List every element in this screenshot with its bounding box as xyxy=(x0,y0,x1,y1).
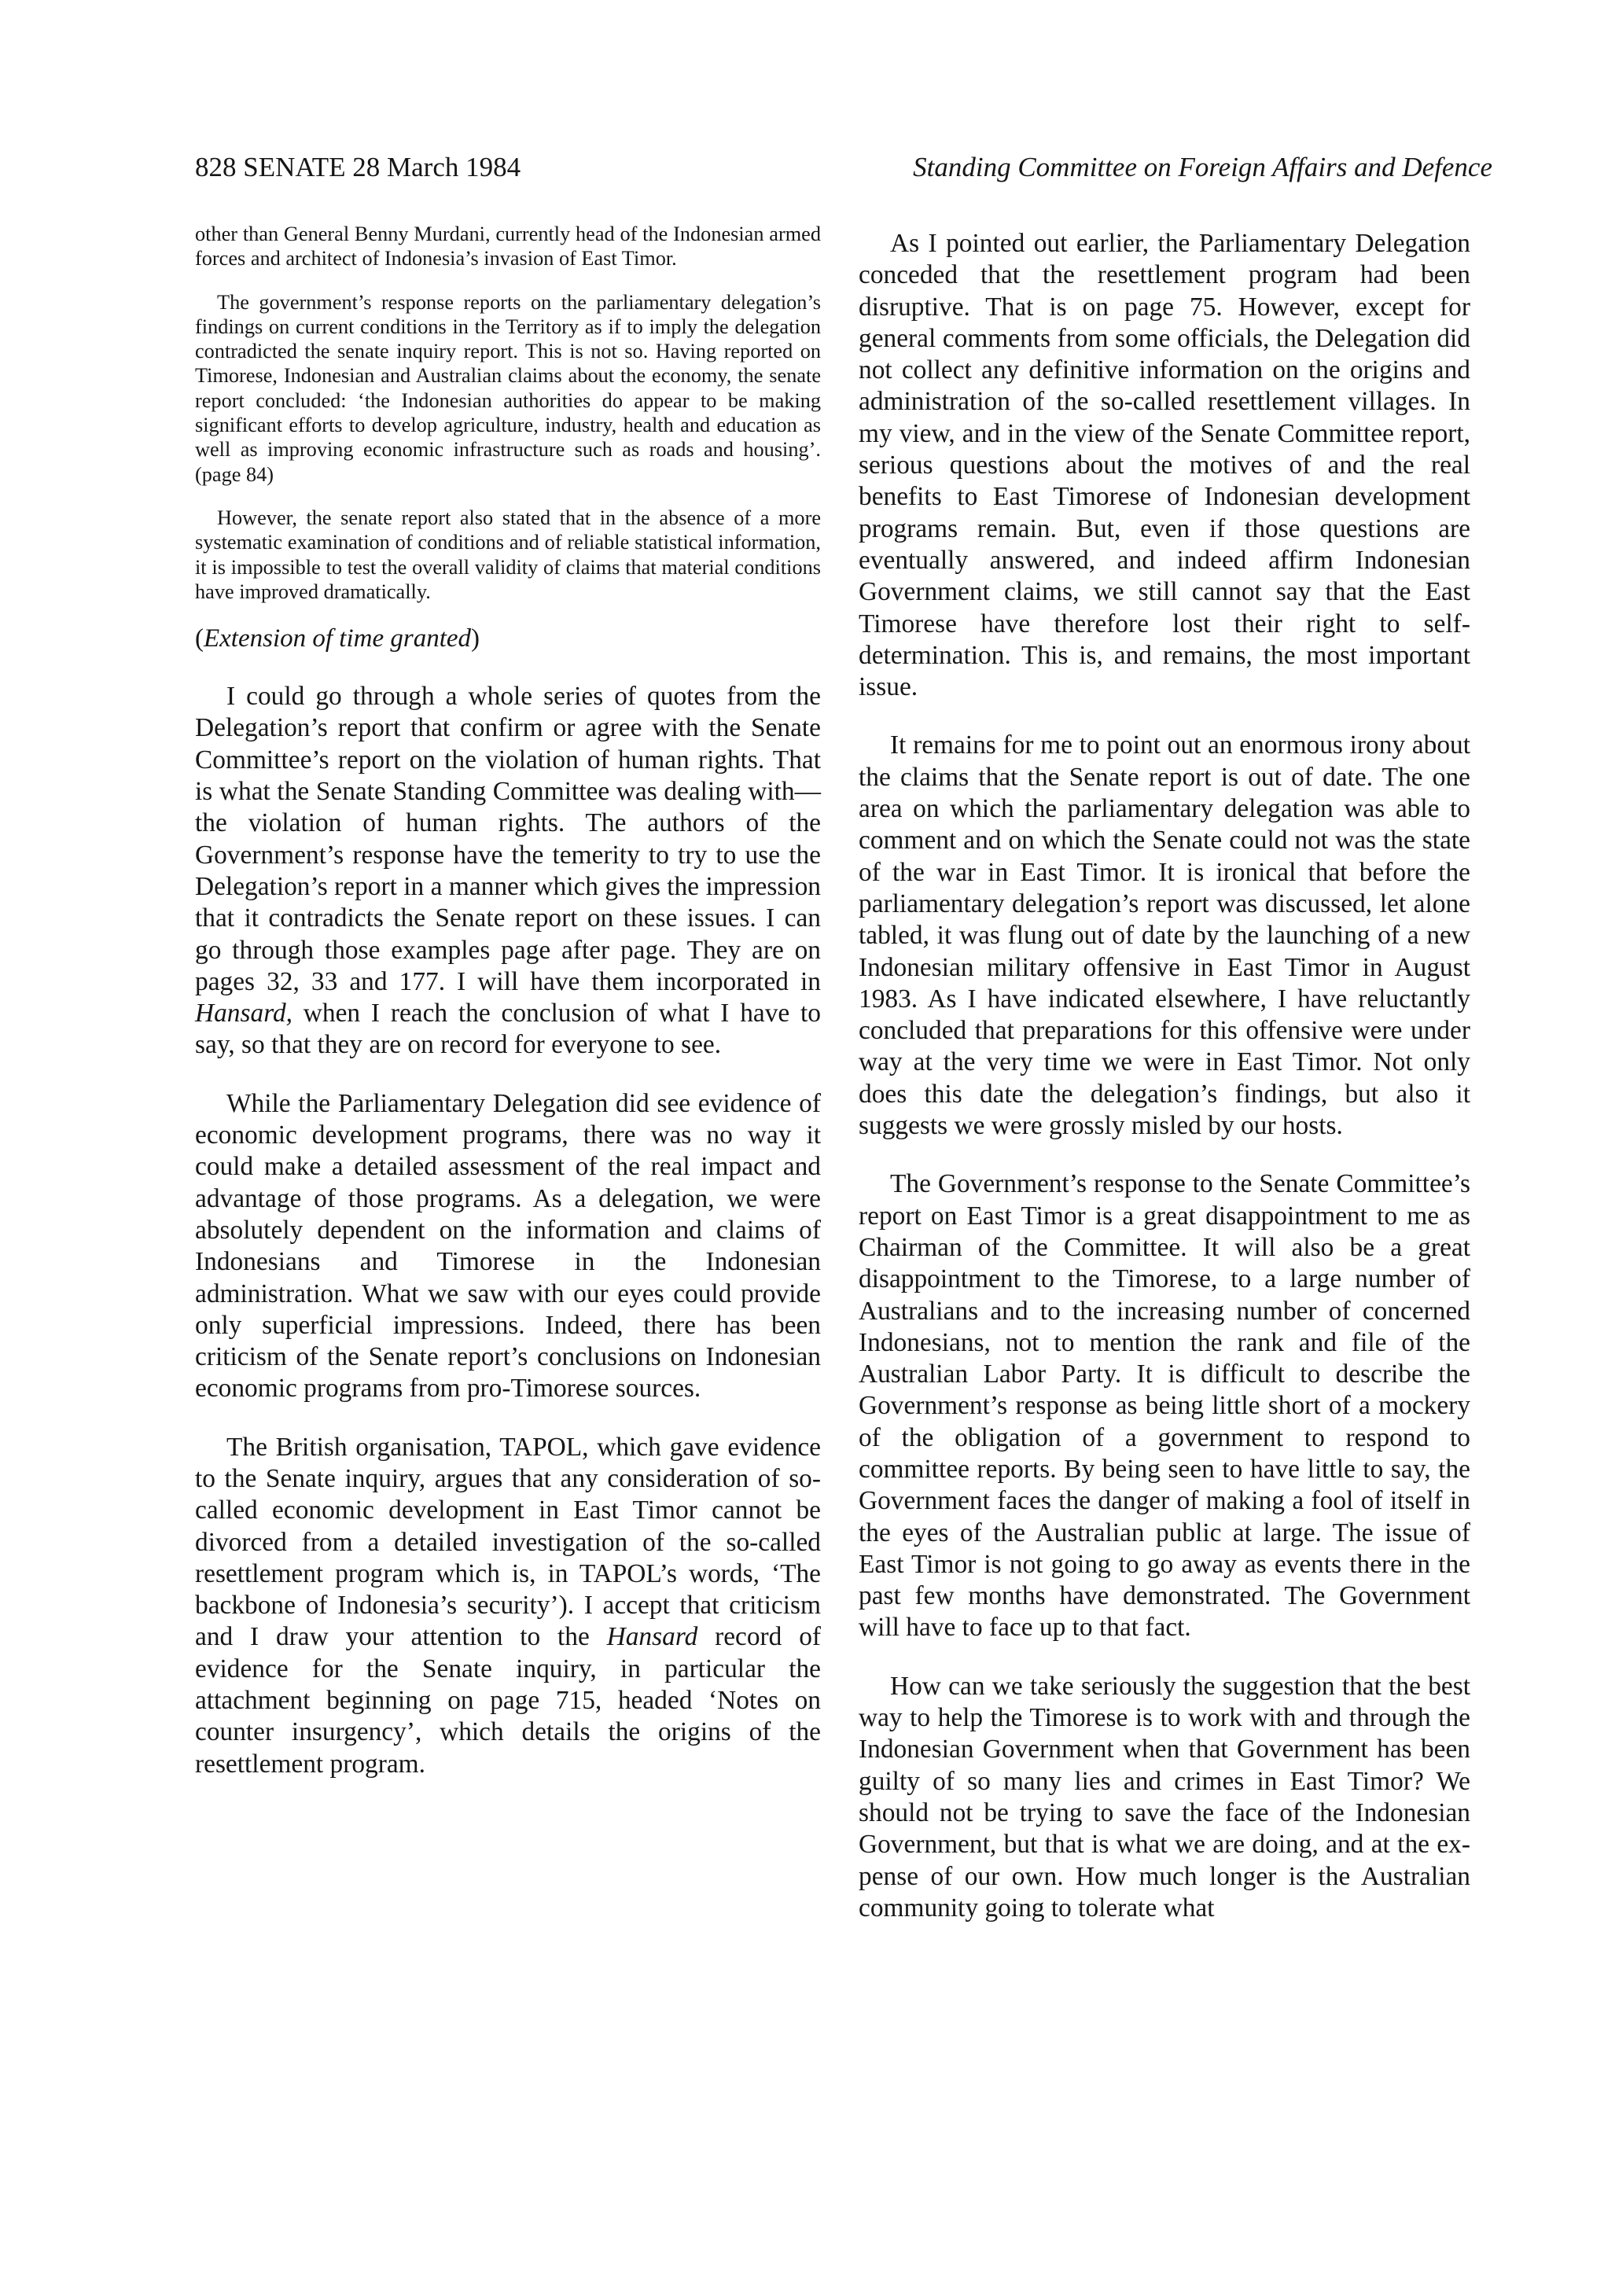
paragraph-text: record of evidence for the Senate inquiry, in particular the attachment beginning on page 715, headed ‘Notes on counter insurgency’, which details the origins of the resettlement program. xyxy=(195,1622,822,1779)
paragraph xyxy=(195,681,821,1062)
paragraph-text: I could go through a whole series of quotes from the Delegation’s report that confirm or agree with the Senate Committee’s report on the violation of human rights. That is what the Senate Standing Committee was dealing with—the violation of human rights. The authors of the Government’s response have the temerity to try to use the Delegation’s report in a manner which gives the impression that it contradicts the Senate report on these issues. I can go through those examples page after page. They are on pages 32, 33 and 177. I will have them incorporated in xyxy=(195,682,821,996)
small-print-section xyxy=(195,222,821,604)
left-column xyxy=(195,222,821,1807)
paragraph-text: when I reach the conclusion of what I have to say, so that they are on record for everyone to see. xyxy=(195,999,821,1060)
extension-notice: (Extension of time granted) xyxy=(195,624,480,653)
paragraph: While the Parliamentary Delegation did see evidence of economic development programs, there was no way it could make a detailed assessment of the real impact and advantage of those programs. As a delegation, we were absolutely dependent on the information and claims of Indonesians and Timorese in the Indonesian administration. What we saw with our eyes could provide only superficial impressions. Indeed, there has been criticism of the Senate report’s conclusions on Indonesian economic programs from pro-Timorese sources. xyxy=(195,1088,821,1404)
hansard-reference: Hansard, xyxy=(195,999,292,1028)
small-paragraph: The government’s response reports on the parliamentary delegation’s findings on current conditions in the Territory as if to imply the delegation contradicted the senate inquiry report. This is not so. Having reported on Timorese, Indonesian and Australian claims about the economy, the senate report concluded: ‘the Indonesian authorities do appear to be making significant efforts to develop agriculture, industry, health and education as well as improving economic infrastructure such as roads and housing’. (page 84) xyxy=(195,290,821,486)
paragraph: It remains for me to point out an enormous irony about the claims that the Senate report is out of date. The one area on which the parliamentary delegation was able to comment and on which the Senate could not was the state of the war in East Timor. It is ironical that before the parliamentary delegation’s report was discussed, let alone tabled, it was flung out of date by the launching of a new Indonesian military offensive in East Timor in August 1983. As I have indicated elsewhere, I have reluctantly concluded that preparations for this offensive were under way at the very time we were in East Timor. Not only does this date the delegation’s findings, but also it suggests we were grossly misled by our hosts. xyxy=(859,730,1470,1141)
header-page-info: 828 SENATE 28 March 1984 xyxy=(195,152,521,182)
hansard-reference: Hansard xyxy=(606,1622,698,1652)
page-header xyxy=(195,148,1492,187)
small-paragraph: other than General Benny Murdani, currently head of the Indonesian armed forces and architect of Indonesia’s invasion of East Timor. xyxy=(195,223,821,270)
paragraph-text: The British organisation, TAPOL, which gave evidence to the Senate inquiry, argues that any consideration of so-called economic development in East Timor cannot be divorced from a detailed investigation of the so-called resettlement program which is, in TAPOL’s words, ‘The backbone of Indonesia’s security’). I accept that criticism and I draw your attention to the xyxy=(195,1432,821,1652)
paragraph: As I pointed out earlier, the Parliamentary Delegation conceded that the resettlement program had been disruptive. That is on page 75. However, except for general comments from some officials, the Delegation did not collect any definitive information on the origins and administration of the so-called resettlement villages. In my view, and in the view of the Senate Committee report, serious questions about the motives of and the real benefits to East Timorese of Indonesian development programs remain. But, even if those questions are eventually answered, and indeed affirm Indonesian Government claims, we still cannot say that the East Timorese have therefore lost their right to self-determination. This is, and remains, the most important issue. xyxy=(859,229,1470,702)
large-print-section xyxy=(195,681,821,1780)
paragraph: The Government’s response to the Senate Committee’s report on East Timor is a great disappointment to me as Chairman of the Committee. It will also be a great disappointment to the Timorese, to a large number of Australians and to the increasing number of concerned Indonesians, not to mention the rank and file of the Australian Labor Party. It is difficult to describe the Government’s response as being little short of a mockery of the obligation of a government to respond to committee reports. By being seen to have little to say, the Government faces the danger of making a fool of itself in the eyes of the Australian public at large. The issue of East Timor is not going to go away as events there in the past few months have demonstrated. The Government will have to face up to that fact. xyxy=(859,1169,1470,1643)
small-paragraph: However, the senate report also stated that in the absence of a more systematic examination of conditions and of reliable statistical information, it is impossible to test the overall validity of claims that material conditions have improved dramatically. xyxy=(195,506,821,603)
paragraph xyxy=(195,1432,821,1780)
extension-notice-text: Extension of time granted xyxy=(204,624,472,653)
header-committee-title: Standing Committee on Foreign Affairs and Defence xyxy=(913,152,1492,182)
right-column xyxy=(859,228,1470,1951)
paragraph: How can we take seriously the suggestion that the best way to help the Timorese is to work with and through the Indonesian Government when that Government has been guilty of so many lies and crimes in East Timor? We should not be trying to save the face of the Indonesian Government, but that is what we are doing, and at the expense of our own. How much longer is the Australian community going to tolerate what xyxy=(859,1671,1470,1923)
